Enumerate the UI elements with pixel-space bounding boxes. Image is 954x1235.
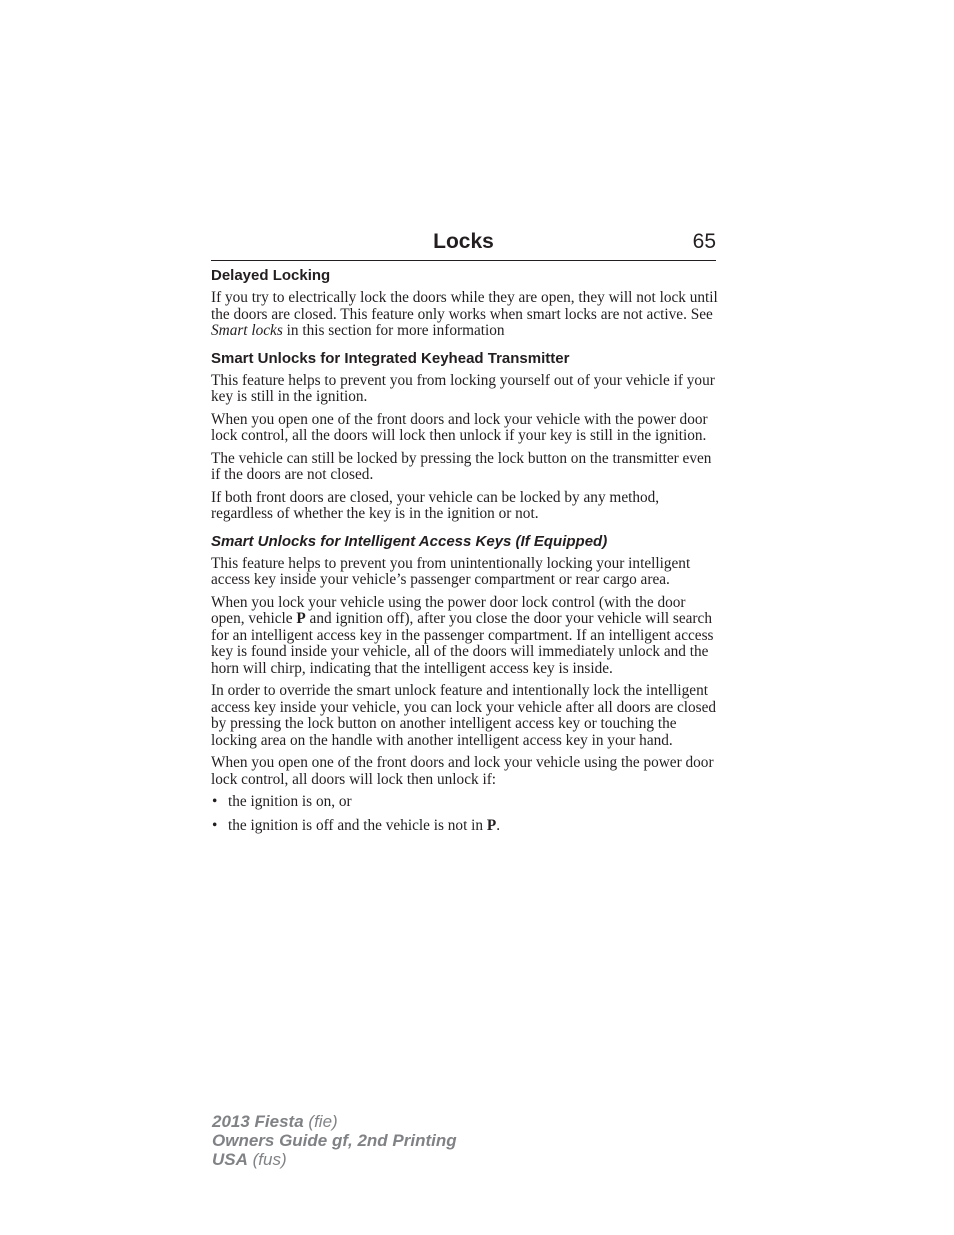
bullet-icon: •	[212, 816, 218, 834]
bullet-icon: •	[212, 793, 218, 810]
paragraph: When you open one of the front doors and lock your vehicle with the power door lock control, all the doors will lock then unlock if your key is still in the ignition.	[211, 410, 708, 444]
footer-line-model	[212, 1112, 457, 1131]
paragraph: This feature helps to prevent you from unintentionally locking your intelligent access key inside your vehicle’s passenger compartment or rear cargo area.	[211, 554, 691, 588]
footer-market-code: (fus)	[247, 1150, 287, 1169]
section-heading-smart-unlocks-keyhead: Smart Unlocks for Integrated Keyhead Transmitter	[211, 349, 570, 367]
footer-guide-edition: Owners Guide gf, 2nd Printing	[212, 1131, 457, 1150]
page-header	[211, 228, 716, 261]
paragraph-delayed-locking	[211, 290, 721, 340]
page-footer	[212, 1112, 457, 1169]
paragraph: The vehicle can still be locked by pressing the lock button on the transmitter even if the doors are not closed.	[211, 449, 712, 483]
list-item-text: the ignition is on, or	[228, 793, 352, 810]
cross-reference-smart-locks: Smart locks	[211, 322, 283, 339]
text-run: If you try to electrically lock the doors while they are open, they will not lock until the doors are closed. This feature only works when smart locks are not active. See	[211, 289, 718, 323]
footer-line-market	[212, 1150, 457, 1169]
list-item	[211, 818, 721, 835]
section-heading-delayed-locking: Delayed Locking	[211, 267, 331, 284]
gear-position-p: P	[296, 610, 306, 627]
text-run: When you lock your vehicle using the power door lock control (with the door open, vehicle	[211, 593, 686, 627]
gear-position-p: P	[486, 816, 497, 834]
paragraph: This feature helps to prevent you from locking yourself out of your vehicle if your key is still in the ignition.	[211, 371, 715, 405]
paragraph	[211, 595, 721, 678]
page-title: Locks	[433, 230, 494, 253]
footer-line-guide	[212, 1131, 457, 1150]
footer-market: USA	[212, 1150, 248, 1169]
bullet-list	[211, 794, 721, 834]
page-content	[211, 266, 721, 841]
section-heading-smart-unlocks-intelligent-access: Smart Unlocks for Intelligent Access Keys (If Equipped)	[211, 532, 608, 550]
list-item-text: .	[496, 816, 501, 834]
footer-model-code: (fie)	[303, 1112, 338, 1131]
text-run: and ignition off), after you close the door your vehicle will search for an intelligent access key in the passenger compartment. If an intelligent access key is found inside your vehicle, all of the doors will immediately unlock and the horn will chirp, indicating that the intelligent access key is inside.	[211, 610, 714, 677]
text-run: in this section for more information	[282, 322, 505, 339]
paragraph: When you open one of the front doors and lock your vehicle using the power door lock control, all doors will lock then unlock if:	[211, 754, 714, 788]
footer-model: 2013 Fiesta	[212, 1112, 304, 1131]
paragraph: In order to override the smart unlock feature and intentionally lock the intelligent access key inside your vehicle, you can lock your vehicle after all doors are closed by pressing the lock button on another intelligent access key or touching the locking area on the handle with another intelligent access key in your hand.	[211, 682, 717, 749]
page-number: 65	[692, 230, 716, 253]
list-item-text: the ignition is off and the vehicle is not in	[228, 816, 487, 834]
list-item	[211, 794, 721, 811]
paragraph: If both front doors are closed, your vehicle can be locked by any method, regardless of whether the key is in the ignition or not.	[211, 488, 660, 522]
